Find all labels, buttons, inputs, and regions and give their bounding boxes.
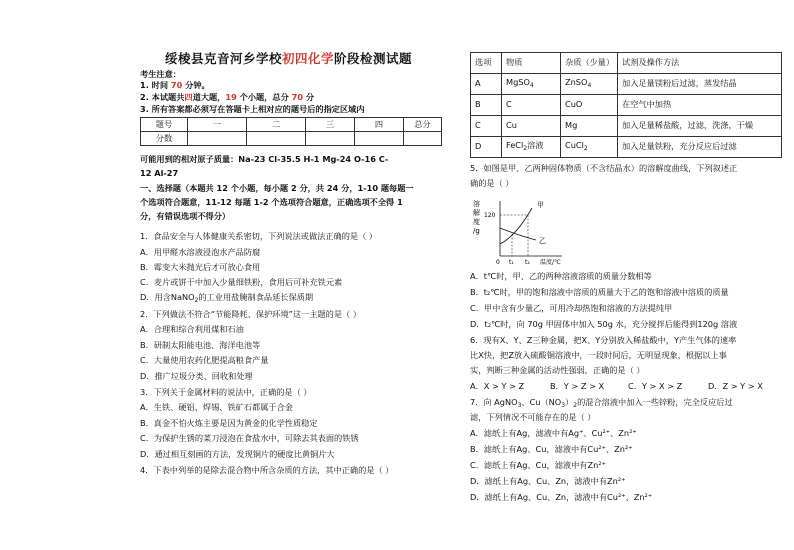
score-cell[interactable] (247, 132, 306, 146)
question-1: 1．食品安全与人体健康关系密切，下列说法或做法正确的是（ ） (140, 231, 378, 241)
question-5: 5．如图是甲、乙两种固体物质（不含结晶水）的溶解度曲线，下列叙述正 (470, 163, 738, 173)
option-3d: D．通过相互刻画的方法，发现铜片的硬度比黄铜片大 (140, 449, 335, 459)
option-2a: A．合理和综合利用煤和石油 (140, 324, 244, 334)
title-exam: 阶段检测试题 (334, 51, 413, 66)
graph-ylabel: 度 (473, 218, 480, 226)
question-7: 滤，下列情况不可能存在的是（ ） (470, 412, 596, 422)
option-1a: A．用甲醛水溶液浸泡水产品防腐 (140, 247, 261, 257)
impurity-header-row: 选项 物质 杂质（少量） 试剂及操作方法 (471, 53, 782, 74)
curve-yi-label: 乙 (539, 237, 546, 245)
graph-ylabel: 溶 (473, 200, 480, 208)
atomic-mass-line1: 可能用到的相对原子质量：Na-23 Cl-35.5 H-1 Mg-24 O-16 C- (140, 154, 389, 164)
option-3b: B．真金不怕火炼主要是因为黄金的化学性质稳定 (140, 418, 318, 428)
section1-intro: 一、选择题（本题共 12 个小题，每小题 2 分，共 24 分，1-10 题每题一 (140, 183, 414, 193)
graph-ylabel: 解 (473, 209, 480, 217)
atomic-mass-line2: 12 Al-27 (140, 168, 179, 178)
score-cell[interactable] (404, 132, 442, 146)
origin-label: 0 (496, 259, 500, 266)
option-7b: B．滤纸上有Ag、Cu，滤液中有Cu²⁺、Zn²⁺ (470, 444, 633, 454)
option-1c: C．麦片或饼干中加入少量细铁粉，食用后可补充铁元素 (140, 277, 343, 287)
solubility-graph (470, 196, 590, 268)
graph-ylabel: /g (473, 227, 480, 235)
option-7e: D．滤纸上有Ag、Cu、Zn，滤液中有Cu²⁺、Zn²⁺ (470, 492, 653, 502)
score-table (140, 117, 442, 146)
option-7a: A．滤纸上有Ag，滤液中有Ag⁺、Cu²⁺、Zn²⁺ (470, 428, 637, 438)
score-value-row: 分数 (141, 132, 442, 146)
curve-yi (500, 228, 536, 240)
title-school: 绥棱县克音河乡学校 (165, 51, 283, 66)
score-cell[interactable] (355, 132, 404, 146)
option-1b: B．霉变大米抛光后才可放心食用 (140, 262, 261, 272)
question-4: 4．下表中列举的是除去混合物中所含杂质的方法，其中正确的是（ ） (140, 465, 394, 475)
notice-time: 1. 时间 70 分钟。 (140, 80, 210, 90)
score-cell[interactable] (188, 132, 247, 146)
t1-label: t₁ (509, 259, 514, 266)
notice-answer: 3. 所有答案都必须写在答题卡上相对应的题号后的指定区域内 (140, 104, 365, 114)
curve-jia (500, 208, 532, 244)
y-tick-120: 120 (484, 212, 496, 219)
notice-heading: 考生注意： (140, 69, 181, 79)
option-3c: C．为保护生锈的菜刀浸泡在食盐水中，可除去其表面的铁锈 (140, 433, 359, 443)
question-2: 2．下列做法不符合“节能降耗、保护环境”这一主题的是（ ） (140, 309, 361, 319)
question-6: 6．现有X、Y、Z三种金属，把X、Y分别放入稀盐酸中，Y产生气体的速率 (470, 335, 737, 345)
impurity-row-a: A MgSO$_4$ ZnSO$_4$ 加入足量镁粉后过滤，蒸发结晶 (471, 74, 782, 95)
option-7c: C．滤纸上有Ag、Cu，滤液中有Zn²⁺ (470, 460, 606, 470)
t2-label: t₂ (525, 259, 530, 266)
option-6c: C．Y > X > Z (628, 381, 683, 391)
option-2d: D．推广垃圾分类、回收和处理 (140, 371, 253, 381)
option-6d: D．Z > Y > X (708, 381, 763, 391)
question-3: 3．下列关于金属材料的说法中，正确的是（ ） (140, 387, 312, 397)
score-cell[interactable] (306, 132, 355, 146)
option-5a: A．t℃时，甲、乙的两种溶液溶质的质量分数相等 (470, 271, 652, 281)
impurity-row-b: B C CuO 在空气中加热 (471, 95, 782, 116)
section1-intro: 个选项符合题意，11-12 每题 1-2 个选项符合题意，正确选项不全得 1 (140, 197, 403, 207)
question-5: 确的是（ ） (470, 178, 514, 188)
option-5c: C．甲中含有少量乙，可用冷却热饱和溶液的方法提纯甲 (470, 303, 673, 313)
page-title (165, 52, 412, 66)
option-3a: A．生铁、硬铝、焊锡、铁矿石都属于合金 (140, 402, 293, 412)
impurity-table (470, 52, 782, 158)
option-6a: A．X > Y > Z (470, 381, 525, 391)
option-5b: B．t₂℃时，甲的饱和溶液中溶质的质量大于乙的饱和溶液中溶质的质量 (470, 287, 729, 297)
impurity-row-d: D FeCl$_2$溶液 CuCl$_2$ 加入足量铁粉，充分反应后过滤 (471, 137, 782, 158)
curve-jia-label: 甲 (537, 201, 544, 209)
score-header-row: 题号 一 二 三 四 总分 (141, 118, 442, 132)
option-7d: D．滤纸上有Ag、Cu、Zn，滤液中有Zn²⁺ (470, 476, 626, 486)
question-7: 7．向 AgNO$_3$、$Cu(NO_3)_2$的混合溶液中加入一些锌粉，完全反应后过 (470, 397, 733, 409)
option-1d: D．用含NaNO$_2$的工业用盐腌制食品延长保质期 (140, 292, 314, 304)
section1-intro: 分，有错误选项不得分） (140, 211, 231, 221)
notice-count: 2. 本试题共四道大题，19 个小题，总分 70 分 (140, 92, 315, 102)
option-2c: C．大量使用农药化肥提高粮食产量 (140, 355, 269, 365)
option-6b: B．Y > Z > X (550, 381, 605, 391)
option-5d: D．t₂℃时，向 70g 甲固体中加入 50g 水，充分搅拌后能得到120g 溶液 (470, 319, 738, 329)
question-6: 比X快，把Z放入硫酸铜溶液中，一段时间后，无明显现象，根据以上事 (470, 350, 727, 360)
option-2b: B．研制太阳能电池、海洋电池等 (140, 340, 261, 350)
x-axis-label: 温度/℃ (540, 259, 561, 266)
impurity-row-c: C Cu Mg 加入足量稀盐酸，过滤，洗涤，干燥 (471, 116, 782, 137)
question-6: 实，判断三种金属的活动性强弱，正确的是（ ） (470, 365, 645, 375)
title-subject: 初四化学 (282, 51, 335, 66)
